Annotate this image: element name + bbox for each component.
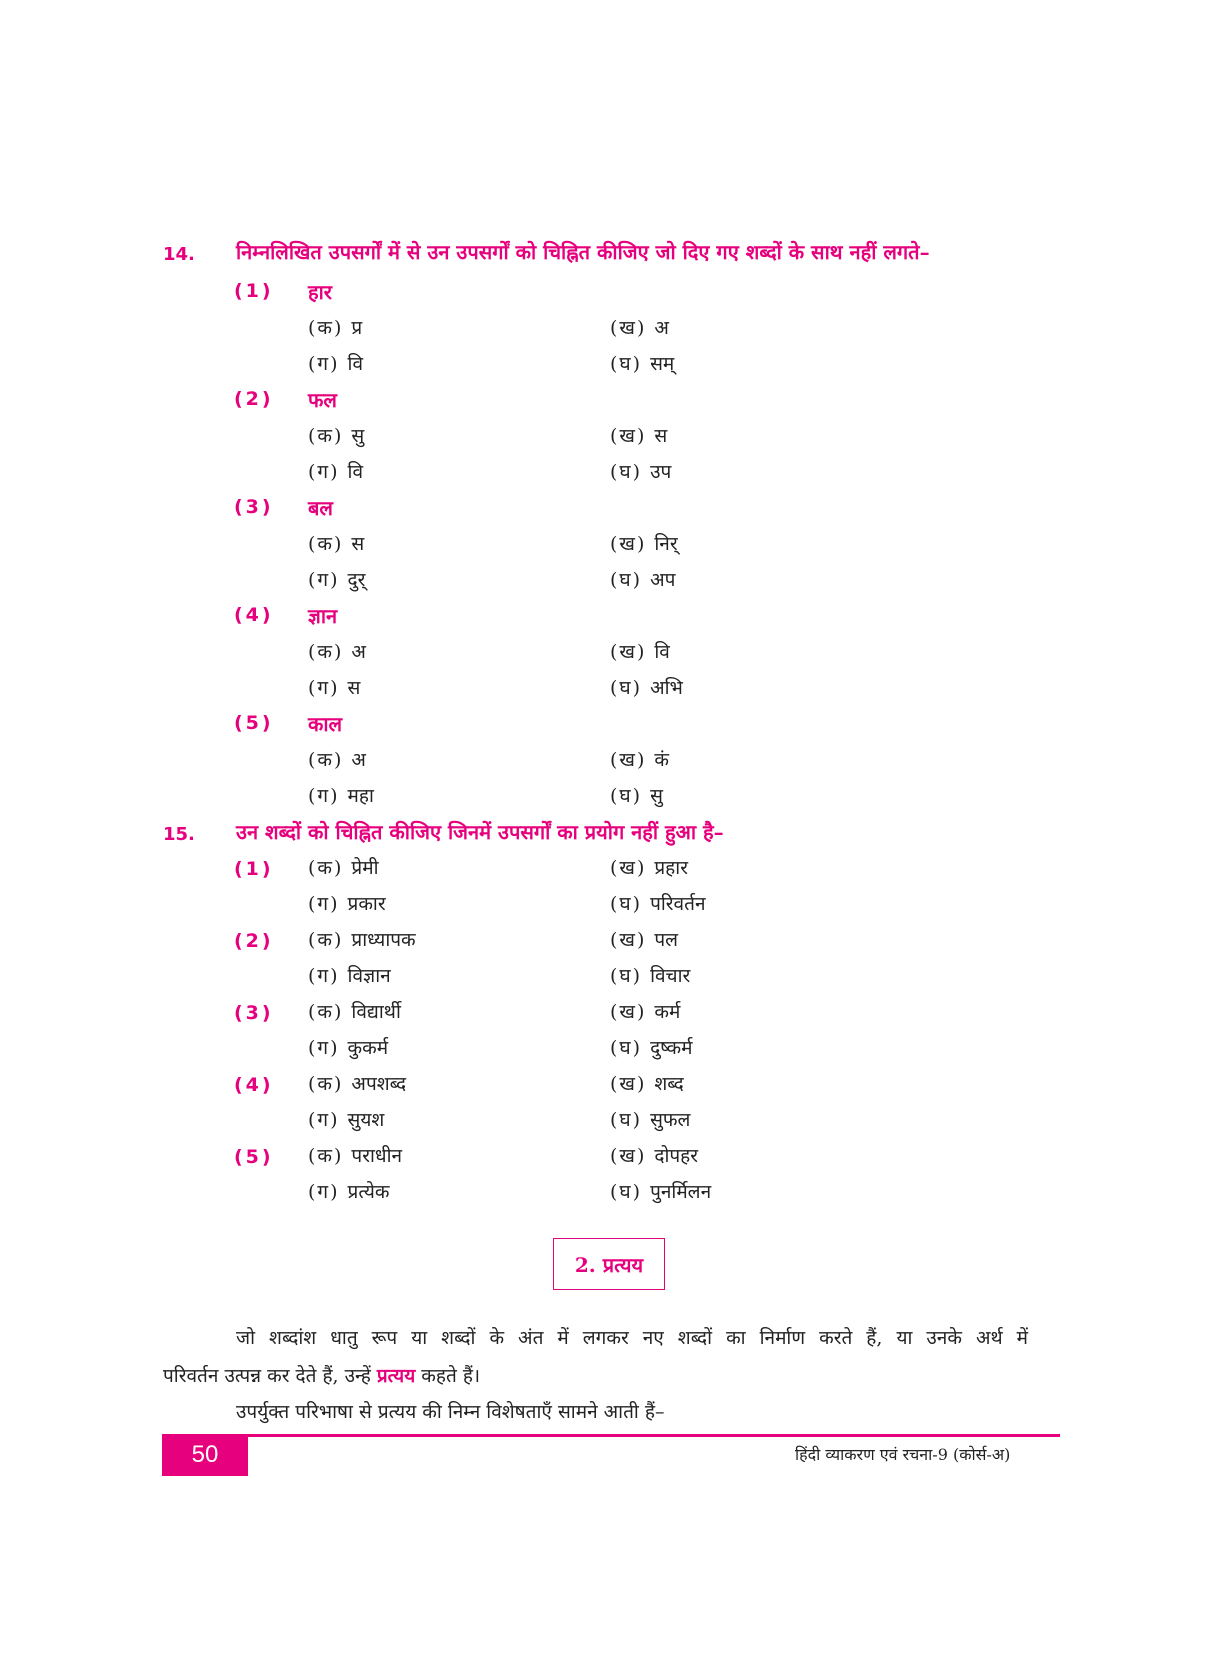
option-label: (क) [308, 1001, 344, 1023]
option-value: स [654, 425, 668, 447]
option-kha [610, 854, 688, 880]
option-ka [308, 998, 401, 1024]
option-label: (क) [308, 857, 344, 879]
option-label: (क) [308, 317, 344, 339]
option-gha [610, 782, 663, 808]
option-label: (क) [308, 929, 344, 951]
option-ka [308, 1142, 402, 1168]
page-number: 50 [162, 1434, 248, 1476]
question-text: उन शब्दों को चिह्नित कीजिए जिनमें उपसर्गों का प्रयोग नहीं हुआ है– [236, 820, 724, 844]
option-ka [308, 530, 364, 556]
option-value: अ [654, 317, 669, 339]
option-label: (ख) [610, 317, 647, 339]
definition-text: परिवर्तन उत्पन्न कर देते हैं, उन्हें [163, 1365, 371, 1387]
item-number: (1) [234, 858, 274, 880]
option-ga [308, 350, 363, 376]
option-label: (ख) [610, 1145, 647, 1167]
definition-line-3: उपर्युक्त परिभाषा से प्रत्यय की निम्न विशेषताएँ सामने आती हैं– [236, 1401, 665, 1423]
option-kha [610, 530, 678, 556]
option-ga [308, 458, 363, 484]
footer-rule [162, 1434, 1060, 1437]
option-label: (क) [308, 749, 344, 771]
option-ga [308, 1178, 389, 1204]
option-label: (घ) [610, 353, 643, 375]
option-label: (ग) [308, 353, 340, 375]
option-kha [610, 638, 670, 664]
option-kha [610, 314, 669, 340]
option-value: शब्द [654, 1073, 684, 1095]
option-label: (ग) [308, 1181, 340, 1203]
option-value: वि [347, 353, 364, 375]
option-value: अ [351, 749, 366, 771]
option-label: (ग) [308, 965, 340, 987]
item-number: (2) [234, 388, 274, 410]
item-number: (3) [234, 1002, 274, 1024]
option-gha [610, 350, 674, 376]
option-label: (घ) [610, 893, 643, 915]
option-value: सुफल [650, 1109, 691, 1131]
option-value: सम् [650, 353, 675, 375]
item-number: (5) [234, 1146, 274, 1168]
option-value: दोपहर [654, 1145, 699, 1167]
option-label: (ख) [610, 641, 647, 663]
option-value: सुयश [347, 1109, 385, 1131]
option-label: (ग) [308, 677, 340, 699]
option-gha [610, 1106, 690, 1132]
option-ka [308, 854, 379, 880]
option-label: (क) [308, 425, 344, 447]
definition-line-2 [163, 1362, 480, 1388]
option-gha [610, 1034, 692, 1060]
question-text: निम्नलिखित उपसर्गों में से उन उपसर्गों को चिह्नित कीजिए जो दिए गए शब्दों के साथ नहीं लगते– [236, 240, 930, 264]
question-number: 15. [163, 824, 195, 845]
option-kha [610, 1142, 698, 1168]
option-ka [308, 422, 364, 448]
option-value: प्रत्येक [347, 1181, 390, 1203]
item-number: (4) [234, 1074, 274, 1096]
option-value: विद्यार्थी [351, 1001, 401, 1023]
option-value: उप [650, 461, 672, 483]
option-value: वि [654, 641, 670, 663]
option-label: (घ) [610, 1109, 643, 1131]
option-ga [308, 674, 360, 700]
option-gha [610, 458, 671, 484]
option-label: (क) [308, 641, 344, 663]
option-label: (ग) [308, 785, 340, 807]
option-value: विज्ञान [347, 965, 391, 987]
option-value: कर्म [654, 1001, 681, 1023]
item-number: (2) [234, 930, 274, 952]
option-kha [610, 998, 680, 1024]
option-label: (ग) [308, 569, 340, 591]
option-ga [308, 566, 365, 592]
option-value: दुर् [347, 569, 366, 591]
option-ga [308, 890, 386, 916]
option-label: (क) [308, 533, 344, 555]
option-ka [308, 746, 366, 772]
option-label: (ग) [308, 1109, 340, 1131]
item-word: बल [308, 496, 333, 520]
option-value: महा [347, 785, 374, 807]
option-label: (घ) [610, 1037, 643, 1059]
book-title: हिंदी व्याकरण एवं रचना-9 (कोर्स-अ) [795, 1445, 1011, 1464]
option-value: पल [654, 929, 679, 951]
item-number: (1) [234, 280, 274, 302]
option-value: विचार [650, 965, 691, 987]
option-value: पराधीन [351, 1145, 403, 1167]
item-word: काल [308, 712, 343, 736]
option-label: (घ) [610, 1181, 643, 1203]
option-label: (घ) [610, 965, 643, 987]
option-ga [308, 962, 391, 988]
option-ka [308, 1070, 406, 1096]
highlighted-term: प्रत्यय [376, 1365, 416, 1387]
option-value: निर् [654, 533, 678, 555]
option-value: प्रेमी [351, 857, 379, 879]
option-value: दुष्कर्म [650, 1037, 693, 1059]
option-gha [610, 962, 690, 988]
option-value: प्र [351, 317, 363, 339]
item-word: ज्ञान [308, 604, 338, 628]
option-ga [308, 1034, 388, 1060]
item-word: फल [308, 388, 337, 412]
option-ka [308, 638, 366, 664]
option-value: सु [650, 785, 663, 807]
option-label: (क) [308, 1145, 344, 1167]
option-gha [610, 674, 683, 700]
item-number: (4) [234, 604, 274, 626]
definition-text: कहते हैं। [421, 1365, 481, 1387]
option-kha [610, 746, 669, 772]
option-ga [308, 782, 374, 808]
option-value: पुनर्मिलन [650, 1181, 712, 1203]
option-label: (ख) [610, 749, 647, 771]
option-value: अभि [650, 677, 683, 699]
option-value: कुकर्म [347, 1037, 389, 1059]
option-value: अपशब्द [351, 1073, 407, 1095]
option-gha [610, 890, 706, 916]
option-value: स [351, 533, 365, 555]
option-value: अ [351, 641, 366, 663]
option-gha [610, 566, 675, 592]
option-gha [610, 1178, 711, 1204]
option-value: प्रहार [654, 857, 688, 879]
option-label: (ख) [610, 1073, 647, 1095]
option-kha [610, 926, 678, 952]
item-number: (3) [234, 496, 274, 518]
option-value: वि [347, 461, 364, 483]
option-ga [308, 1106, 384, 1132]
option-value: परिवर्तन [650, 893, 706, 915]
option-value: प्रकार [347, 893, 386, 915]
option-label: (ग) [308, 1037, 340, 1059]
option-value: स [347, 677, 361, 699]
option-label: (घ) [610, 785, 643, 807]
option-label: (ख) [610, 533, 647, 555]
option-label: (ख) [610, 929, 647, 951]
option-label: (ग) [308, 893, 340, 915]
item-number: (5) [234, 712, 274, 734]
option-label: (घ) [610, 677, 643, 699]
option-label: (ख) [610, 1001, 647, 1023]
option-value: अप [650, 569, 676, 591]
section-heading: 2. प्रत्यय [553, 1238, 665, 1290]
option-label: (ग) [308, 461, 340, 483]
option-ka [308, 314, 362, 340]
option-label: (ख) [610, 857, 647, 879]
option-label: (घ) [610, 569, 643, 591]
option-label: (घ) [610, 461, 643, 483]
option-value: कं [654, 749, 669, 771]
option-label: (क) [308, 1073, 344, 1095]
question-number: 14. [163, 244, 195, 265]
option-ka [308, 926, 416, 952]
option-value: सु [351, 425, 365, 447]
option-label: (ख) [610, 425, 647, 447]
option-kha [610, 1070, 684, 1096]
item-word: हार [308, 280, 332, 304]
option-kha [610, 422, 667, 448]
definition-line-1: जो शब्दांश धातु रूप या शब्दों के अंत में लगकर नए शब्दों का निर्माण करते हैं, या उनके अर्थ में [236, 1327, 1028, 1349]
option-value: प्राध्यापक [351, 929, 416, 951]
